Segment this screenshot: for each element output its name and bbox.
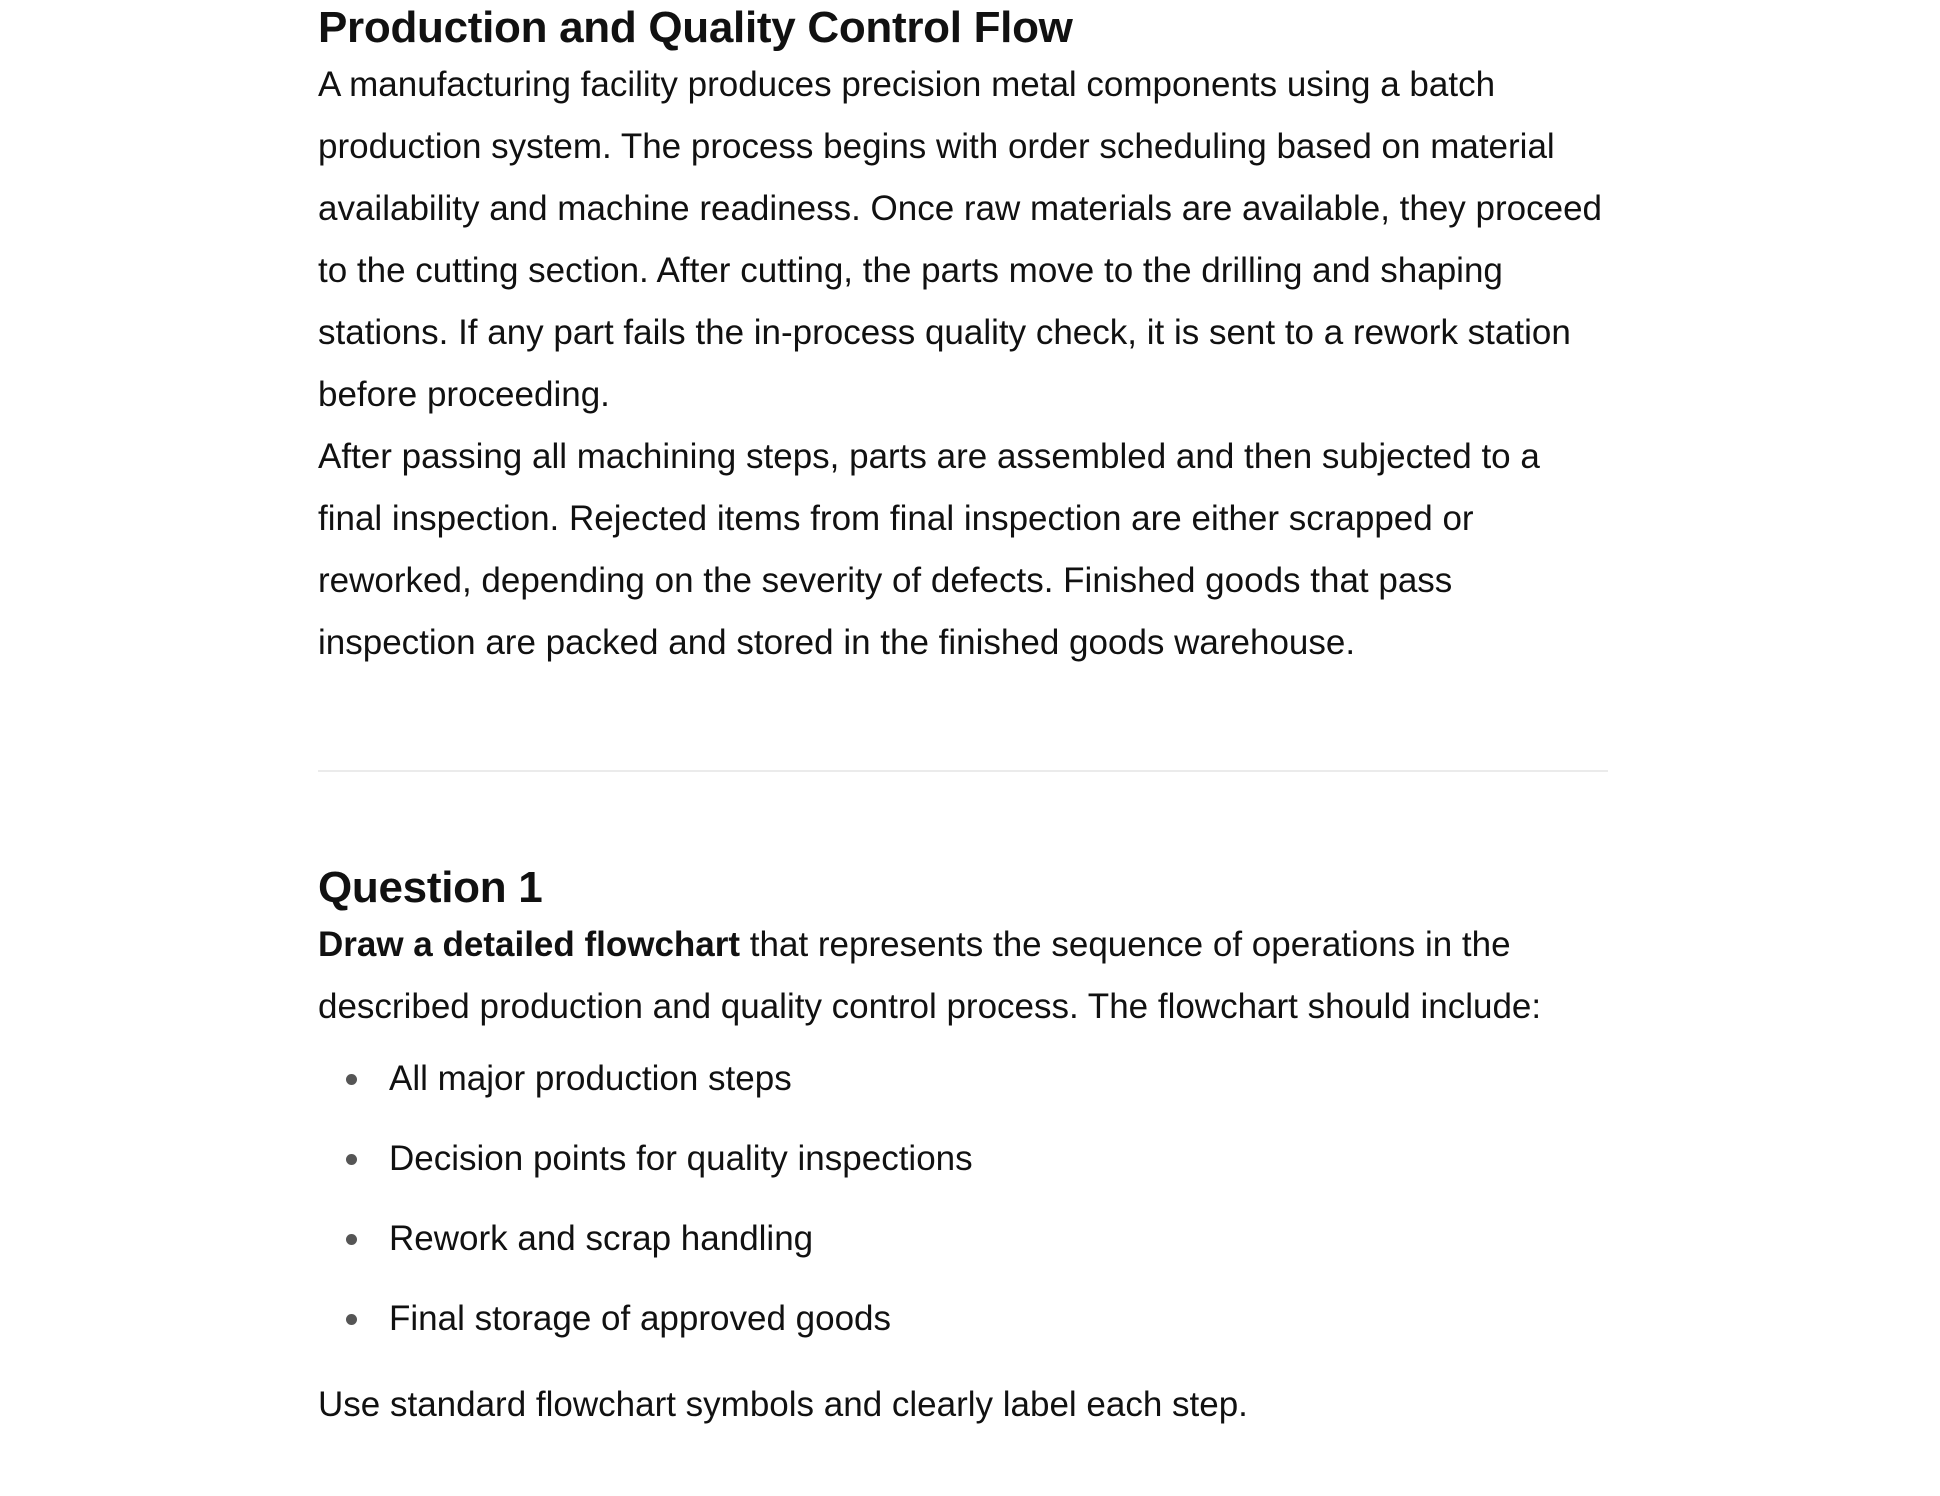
- question-closing: Use standard flowchart symbols and clearly label each step.: [318, 1385, 1248, 1424]
- paragraph-inspection-description: After passing all machining steps, parts are assembled and then subjected to a final inspection. Rejected items from final inspection are either scrapped or reworked, depending on the severity of defects. Finished goods that pass inspection are packed and stored in the finished goods warehouse.: [318, 437, 1540, 662]
- question-title: Question 1: [318, 863, 543, 912]
- list-item-text: Decision points for quality inspections: [389, 1139, 973, 1178]
- list-item: [318, 1134, 1608, 1184]
- document-body: [318, 0, 1608, 1436]
- question-intro-text: that represents the sequence of operations in the described production and quality control process. The flowchart should include:: [318, 925, 1542, 1026]
- question-intro: [318, 914, 1608, 1038]
- requirements-list: [318, 1054, 1608, 1344]
- section-title: Production and Quality Control Flow: [318, 3, 1073, 52]
- bullet-icon: [346, 1314, 357, 1325]
- list-item: [318, 1214, 1608, 1264]
- list-item: [318, 1054, 1608, 1104]
- list-item-text: All major production steps: [389, 1059, 792, 1098]
- list-item-text: Final storage of approved goods: [389, 1299, 891, 1338]
- bullet-icon: [346, 1234, 357, 1245]
- bullet-icon: [346, 1074, 357, 1085]
- section-divider: [318, 770, 1608, 772]
- bullet-icon: [346, 1154, 357, 1165]
- paragraph-process-description: A manufacturing facility produces precision metal components using a batch production system. The process begins with order scheduling based on material availability and machine readiness. Once raw materials are available, they proceed to the cutting section. After cutting, the parts move to the drilling and shaping stations. If any part fails the in-process quality check, it is sent to a rework station before proceeding.: [318, 65, 1603, 414]
- list-item: [318, 1294, 1608, 1344]
- question-intro-bold: Draw a detailed flowchart: [318, 925, 741, 964]
- list-item-text: Rework and scrap handling: [389, 1219, 814, 1258]
